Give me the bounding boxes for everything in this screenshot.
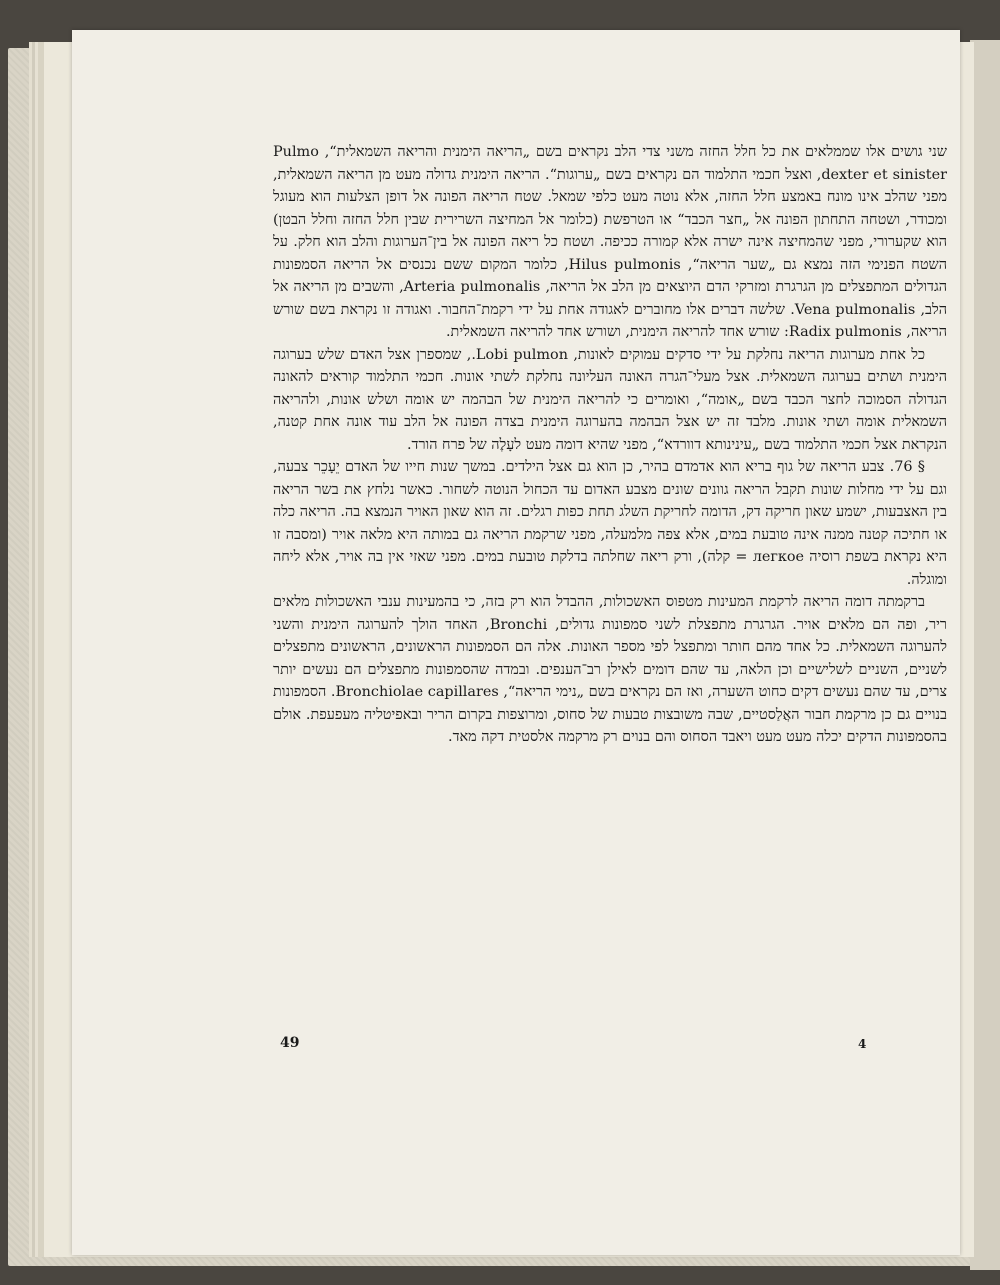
page-number: 49 — [280, 1035, 300, 1051]
paragraph-lobes: כל אחת מערוגות הריאה נחלקת על ידי סדקים עמוקים לאונות, Lobi pulmon., שמספרן אצל האדם שלש בערוגה הימנית ושתים בערוגה השמאלית. אצל מעלי־הגרה האונה העליונה נחלקת לשתי אונות. חכמי התלמוד קוראים להאונה הגדולה הסמוכה לחצר הכבד בשם „אומה“, ואומרים כי להריאה הימנית של הבהמה יש אומה ושלש אונות, ולהריאה השמאלית אומה ושתי אונות. מלבד זה יש אצל הבהמה בהערוגה הימנית בצדה הפונה אל הלב עוד אונה אחת קטנה, הנקראת אצל חכמי התלמוד בשם „עינינותא דוורדא“, מפני שהיא דומה מעט לעָלֶה של פרח הורד. — [273, 346, 947, 453]
paragraph-structure: ברקמתה דומה הריאה לרקמת המעינות מטפוס האשכולות, ההבדל הוא רק בזה, כי בהמעינות ענבי האשכולות מלאים ריר, ופה הם מלאים אויר. הגרגרת מתפצלת לשני סמפונות גדולים, Bronchi, האחד הולך להערוגה הימנית והשני להערוגה השמאלית. כל אחד מהם חותר ומתפצל לפי מספר האונות. אלה הם הסמפונות הראשונים, הראשונים מתפצלים לשניים, השניים לשלישיים וכן הלאה, עד שהם דומים לאילן רב־הענפים. ובמדה שהסמפונות מתפצלים הם נעשים יותר צרים, עד שהם נעשים דקים כחוט השערה, ואז הם נקראים בשם „נימי הריאה“, Bronchiolae capillares. הסמפונות בנויים גם כן מרקמת חבור האֲלַסטיים, שבה משובצות טבעות של סחוס, ומרוצפות בקרום הריר ובאפיטליה מעפעפת. אולם בהסמפונות הדקים יכלה מעט מעט ויאבד הסחוס והם בנוים רק מרקמה אלסטית דקה מאד. — [273, 594, 947, 745]
body-text — [273, 141, 947, 1021]
paragraph-lungs-intro: שני גושים אלו שממלאים את כל חלל החזה משני צדי הלב נקראים בשם „הריאה הימנית והריאה השמאלית“, Pulmo dexter et sinister, ואצל חכמי התלמוד הם נקראים בשם „ערוגות“. הריאה הימנית גדולה מעט מן הריאה השמאלית, מפני שהלב אינו מונח באמצע חלל החזה, אלא נוטה מעט כלפי שמאל. שטח הריאה הפונה אל דופן הצלעות הוא מעוגל ומכודר, ושטחה התחתון הפונה אל „חצר הכבד“ או הטרפשת (כלומר אל המחיצה השרירית שבין חלל החזה וחלל הבטן) הוא שקערורי, מפני שהמחיצה אינה ישרה אלא קמורה ככיפה. ושטח כל ריאה הפונה אל בין־הערוגות והלב הוא חלק. על השטח הפנימי הזה נמצא גם „שער הריאה“, Hilus pulmonis, כלומר המקום ששם נכנסים אל הריאה הסמפונות הגדולים המתפצלים מן הגרגרת ומזרקי הדם היוצאים מן הלב אל הריאה, Arteria pulmonalis, והשבים מן הריאה אל הלב, Vena pulmonalis. שלשה דברים אלו מחוברים לאגודה אחת על ידי רקמת־החבור. ואגודה זו נקראת בשם שורש הריאה, Radix pulmonis: שורש אחד להריאה הימנית, ושורש אחד להריאה השמאלית. — [273, 144, 947, 340]
book-board-right — [970, 40, 1000, 1270]
paragraph-section-76: § 76. צבע הריאה של גוף בריא הוא אדמדם בהיר, כן הוא גם אצל הילדים. במשך שנות חייו של האדם יֵעָכֵר צבעה, וגם על ידי מחלות שונות תקבל הריאה גוונים שונים מצבע האדום עד הכחול הנוטה לשחור. כאשר נלחץ את בשר הריאה בין האצבעות, ישמע שאון חריקה דק, הדומה לחריקת השלג תחת כפות רגלים. זה הוא שאון האויר הנמצא בה. הריאה כלה או חתיכה קטנה ממנה אינה טובעת במים, אלא צפה מלמעלה, מפני שרקמת הריאה גם במותה היא מלאה אויר (ומסבה זו היא נקראת בשפת רוסיה легкое = קלה), ורק ריאה שחלתה בדלקת טובעת במים. מפני שאזי אין בה אויר, אלא ליחה ומוגלה. — [273, 459, 947, 588]
signature-mark: 4 — [858, 1037, 867, 1051]
